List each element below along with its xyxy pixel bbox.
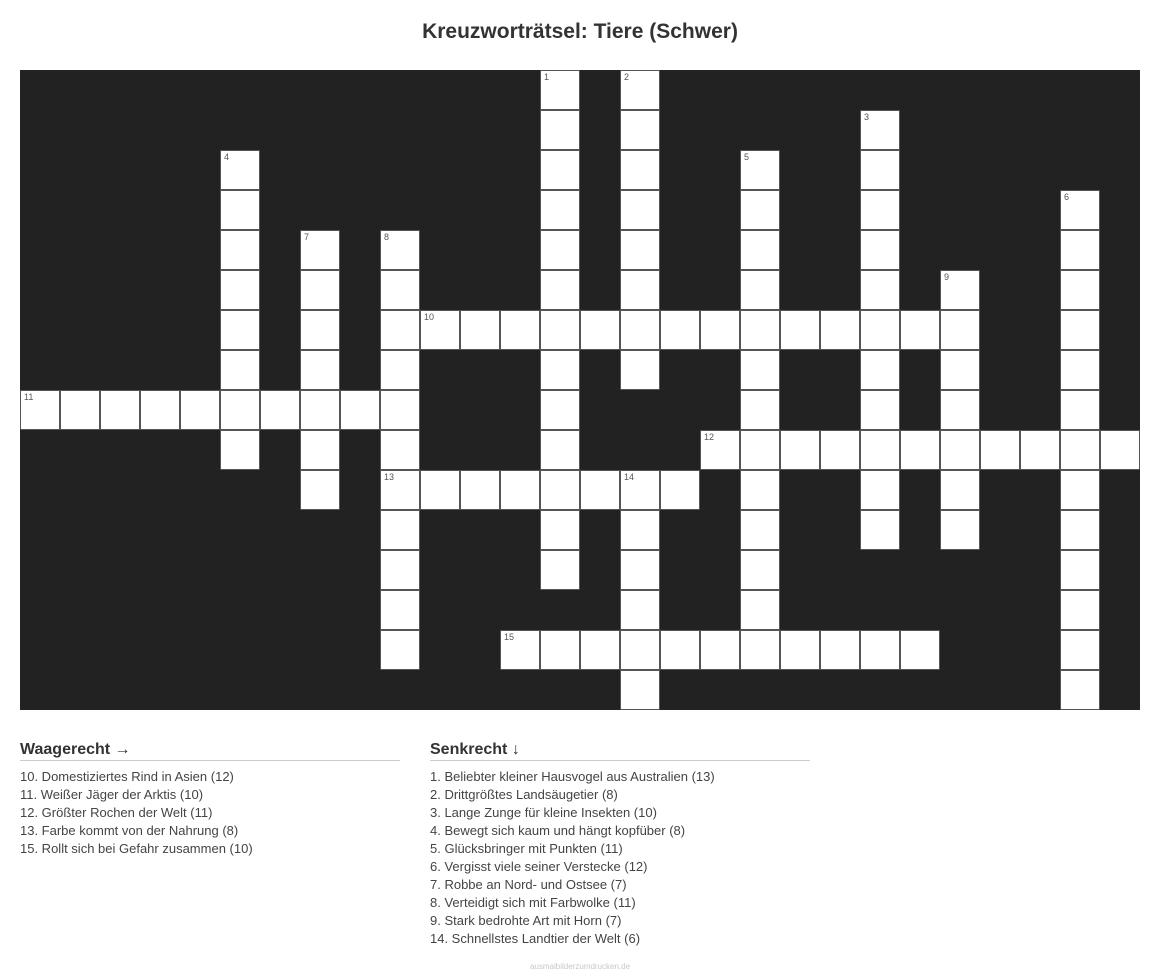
- grid-cell[interactable]: [620, 70, 660, 110]
- grid-cell[interactable]: [740, 270, 780, 310]
- grid-cell[interactable]: [1060, 390, 1100, 430]
- grid-cell[interactable]: [900, 310, 940, 350]
- grid-cell[interactable]: [500, 630, 540, 670]
- grid-cell[interactable]: [860, 630, 900, 670]
- grid-cell[interactable]: [740, 550, 780, 590]
- grid-cell[interactable]: [380, 350, 420, 390]
- grid-cell[interactable]: [1060, 590, 1100, 630]
- grid-cell[interactable]: [1100, 430, 1140, 470]
- across-clue: 11. Weißer Jäger der Arktis (10): [20, 787, 204, 802]
- grid-cell[interactable]: [620, 190, 660, 230]
- grid-cell[interactable]: [860, 510, 900, 550]
- grid-cell[interactable]: [380, 390, 420, 430]
- grid-cell[interactable]: [580, 630, 620, 670]
- grid-cell[interactable]: [580, 310, 620, 350]
- grid-cell[interactable]: [300, 430, 340, 470]
- clue-number: 14: [624, 472, 635, 482]
- grid-cell[interactable]: [1060, 270, 1100, 310]
- grid-cell[interactable]: [1060, 510, 1100, 550]
- grid-cell[interactable]: [700, 630, 740, 670]
- grid-cell[interactable]: [220, 230, 260, 270]
- grid-cell[interactable]: [500, 310, 540, 350]
- grid-cell[interactable]: [1060, 190, 1100, 230]
- down-heading: Senkrecht ↓: [430, 741, 810, 761]
- clue-number: 1: [544, 72, 550, 82]
- grid-cell[interactable]: [540, 510, 580, 550]
- grid-cell[interactable]: [900, 430, 940, 470]
- grid-cell[interactable]: [300, 310, 340, 350]
- grid-cell[interactable]: [540, 270, 580, 310]
- grid-cell[interactable]: [380, 430, 420, 470]
- grid-cell[interactable]: [540, 390, 580, 430]
- crossword-grid: [20, 70, 1140, 710]
- grid-cell[interactable]: [980, 430, 1020, 470]
- grid-cell[interactable]: [460, 310, 500, 350]
- grid-cell[interactable]: [380, 510, 420, 550]
- across-clues-panel: [20, 741, 400, 858]
- grid-cell[interactable]: [500, 470, 540, 510]
- grid-cell[interactable]: [660, 470, 700, 510]
- grid-cell[interactable]: [860, 190, 900, 230]
- grid-cell[interactable]: [20, 390, 60, 430]
- grid-cell[interactable]: [660, 630, 700, 670]
- grid-cell[interactable]: [540, 630, 580, 670]
- puzzle-title: Kreuzworträtsel: Tiere (Schwer): [422, 20, 738, 43]
- grid-cell[interactable]: [220, 190, 260, 230]
- grid-cell[interactable]: [420, 310, 460, 350]
- grid-cell[interactable]: [540, 470, 580, 510]
- grid-cell[interactable]: [220, 350, 260, 390]
- grid-cell[interactable]: [740, 590, 780, 630]
- across-heading: Waagerecht →: [20, 741, 400, 761]
- grid-cell[interactable]: [780, 430, 820, 470]
- grid-cell[interactable]: [300, 390, 340, 430]
- grid-cell[interactable]: [420, 470, 460, 510]
- grid-cell[interactable]: [860, 270, 900, 310]
- across-clue-list: [20, 768, 400, 858]
- grid-cell[interactable]: [180, 390, 220, 430]
- grid-cell[interactable]: [860, 110, 900, 150]
- across-clue: 13. Farbe kommt von der Nahrung (8): [20, 823, 239, 838]
- down-clue: 4. Bewegt sich kaum und hängt kopfüber (8): [430, 823, 686, 838]
- grid-cell[interactable]: [860, 150, 900, 190]
- grid-cell[interactable]: [620, 110, 660, 150]
- down-clues-panel: [430, 741, 810, 948]
- grid-cell[interactable]: [620, 230, 660, 270]
- grid-cell[interactable]: [100, 390, 140, 430]
- grid-cell[interactable]: [620, 670, 660, 710]
- clue-number: 12: [704, 432, 715, 442]
- grid-cell[interactable]: [860, 470, 900, 510]
- grid-cell[interactable]: [820, 310, 860, 350]
- grid-cell[interactable]: [620, 270, 660, 310]
- down-clue: 7. Robbe an Nord- und Ostsee (7): [430, 877, 627, 892]
- across-clue: 15. Rollt sich bei Gefahr zusammen (10): [20, 841, 253, 856]
- grid-cell[interactable]: [860, 430, 900, 470]
- grid-cell[interactable]: [220, 270, 260, 310]
- grid-cell[interactable]: [740, 430, 780, 470]
- grid-cell[interactable]: [1060, 350, 1100, 390]
- clue-number: 4: [224, 152, 230, 162]
- grid-cell[interactable]: [300, 230, 340, 270]
- grid-cell[interactable]: [780, 630, 820, 670]
- grid-cell[interactable]: [380, 550, 420, 590]
- grid-cell[interactable]: [820, 630, 860, 670]
- grid-cell[interactable]: [740, 470, 780, 510]
- down-clue: 5. Glücksbringer mit Punkten (11): [430, 841, 623, 856]
- grid-cell[interactable]: [940, 310, 980, 350]
- grid-cell[interactable]: [260, 390, 300, 430]
- grid-cell[interactable]: [1060, 230, 1100, 270]
- down-clue-list: [430, 768, 810, 948]
- grid-cell[interactable]: [300, 270, 340, 310]
- down-clue: 6. Vergisst viele seiner Verstecke (12): [430, 859, 648, 874]
- grid-cell[interactable]: [340, 390, 380, 430]
- grid-cell[interactable]: [1060, 550, 1100, 590]
- grid-cell[interactable]: [540, 70, 580, 110]
- grid-cell[interactable]: [620, 630, 660, 670]
- grid-cell[interactable]: [860, 230, 900, 270]
- grid-cell[interactable]: [380, 470, 420, 510]
- grid-cell[interactable]: [1060, 430, 1100, 470]
- grid-cell[interactable]: [620, 310, 660, 350]
- grid-cell[interactable]: [620, 550, 660, 590]
- clue-number: 7: [304, 232, 310, 242]
- down-clue: 3. Lange Zunge für kleine Insekten (10): [430, 805, 657, 820]
- grid-cell[interactable]: [1060, 310, 1100, 350]
- grid-cell[interactable]: [660, 310, 700, 350]
- grid-cell[interactable]: [940, 510, 980, 550]
- grid-cell[interactable]: [620, 150, 660, 190]
- grid-cell[interactable]: [940, 350, 980, 390]
- grid-cell[interactable]: [540, 110, 580, 150]
- grid-cell[interactable]: [140, 390, 180, 430]
- grid-cell[interactable]: [220, 390, 260, 430]
- grid-cell[interactable]: [1060, 670, 1100, 710]
- grid-cell[interactable]: [540, 190, 580, 230]
- grid-cell[interactable]: [380, 630, 420, 670]
- grid-cell[interactable]: [300, 470, 340, 510]
- grid-cell[interactable]: [900, 630, 940, 670]
- grid-cell[interactable]: [540, 310, 580, 350]
- grid-cell[interactable]: [700, 310, 740, 350]
- grid-cell[interactable]: [860, 390, 900, 430]
- grid-cell[interactable]: [580, 470, 620, 510]
- down-clue: 14. Schnellstes Landtier der Welt (6): [430, 931, 641, 946]
- grid-cell[interactable]: [1060, 630, 1100, 670]
- grid-cell[interactable]: [220, 150, 260, 190]
- down-clue: 1. Beliebter kleiner Hausvogel aus Australien (13): [430, 769, 715, 784]
- grid-cell[interactable]: [380, 590, 420, 630]
- grid-cell[interactable]: [620, 510, 660, 550]
- grid-cell[interactable]: [740, 310, 780, 350]
- grid-cell[interactable]: [60, 390, 100, 430]
- grid-cell[interactable]: [860, 310, 900, 350]
- grid-cell[interactable]: [740, 190, 780, 230]
- grid-cell[interactable]: [460, 470, 500, 510]
- grid-cell[interactable]: [540, 550, 580, 590]
- grid-cell[interactable]: [620, 350, 660, 390]
- clue-number: 2: [624, 72, 630, 82]
- clue-number: 10: [424, 312, 435, 322]
- grid-cell[interactable]: [740, 630, 780, 670]
- grid-cell[interactable]: [540, 430, 580, 470]
- clue-number: 13: [384, 472, 395, 482]
- clue-number: 5: [744, 152, 750, 162]
- down-clue: 9. Stark bedrohte Art mit Horn (7): [430, 913, 622, 928]
- clue-number: 6: [1064, 192, 1070, 202]
- across-clue: 10. Domestiziertes Rind in Asien (12): [20, 769, 234, 784]
- grid-cell[interactable]: [380, 230, 420, 270]
- clue-number: 11: [24, 392, 34, 402]
- clue-number: 9: [944, 272, 950, 282]
- grid-cell[interactable]: [860, 350, 900, 390]
- grid-cell[interactable]: [540, 350, 580, 390]
- clue-number: 15: [504, 632, 515, 642]
- grid-cell[interactable]: [220, 430, 260, 470]
- grid-cell[interactable]: [1020, 430, 1060, 470]
- grid-cell[interactable]: [1060, 470, 1100, 510]
- grid-cell[interactable]: [700, 430, 740, 470]
- grid-cell[interactable]: [740, 390, 780, 430]
- clue-number: 3: [864, 112, 870, 122]
- grid-cell[interactable]: [380, 270, 420, 310]
- clue-number: 8: [384, 232, 390, 242]
- grid-cell[interactable]: [620, 470, 660, 510]
- across-clue: 12. Größter Rochen der Welt (11): [20, 805, 213, 820]
- grid-cell[interactable]: [740, 350, 780, 390]
- grid-cell[interactable]: [300, 350, 340, 390]
- grid-cell[interactable]: [940, 270, 980, 310]
- grid-cell[interactable]: [740, 230, 780, 270]
- grid-cell[interactable]: [740, 150, 780, 190]
- grid-cell[interactable]: [820, 430, 860, 470]
- grid-cell[interactable]: [220, 310, 260, 350]
- grid-cell[interactable]: [380, 310, 420, 350]
- grid-cell[interactable]: [780, 310, 820, 350]
- down-clue: 8. Verteidigt sich mit Farbwolke (11): [430, 895, 636, 910]
- grid-cell[interactable]: [940, 470, 980, 510]
- grid-cell[interactable]: [620, 590, 660, 630]
- grid-cell[interactable]: [540, 230, 580, 270]
- down-clue: 2. Drittgrößtes Landsäugetier (8): [430, 787, 618, 802]
- grid-cell[interactable]: [540, 150, 580, 190]
- site-watermark: ausmalbilderzumdrucken.de: [529, 962, 631, 971]
- grid-cell[interactable]: [740, 510, 780, 550]
- grid-cell[interactable]: [940, 430, 980, 470]
- grid-cell[interactable]: [940, 390, 980, 430]
